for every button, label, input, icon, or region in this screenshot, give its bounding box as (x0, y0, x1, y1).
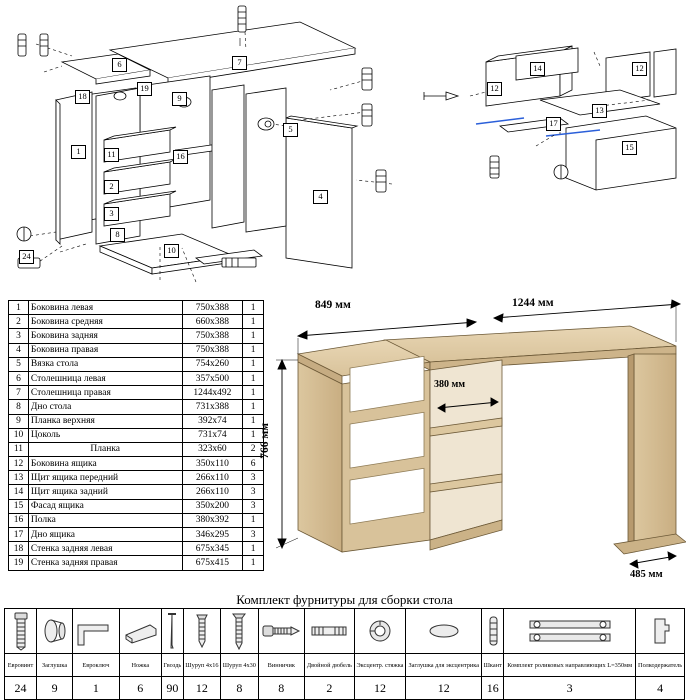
part-name: Планка верхняя (28, 414, 182, 428)
table-row (9, 371, 264, 385)
kit-item-qty: 24 (5, 677, 37, 700)
nail-icon (161, 609, 183, 654)
table-row (9, 428, 264, 442)
part-index: 4 (9, 343, 29, 357)
part-index: 1 (9, 301, 29, 315)
part-size: 750x388 (182, 343, 243, 357)
part-name: Боковина средняя (28, 315, 182, 329)
part-size: 392x74 (182, 414, 243, 428)
part-name: Вязка стола (28, 357, 182, 371)
callout-5: 5 (283, 123, 298, 137)
part-name: Боковина левая (28, 301, 182, 315)
cam-cap-icon (406, 609, 482, 654)
callout-11: 11 (104, 148, 119, 162)
euro-key-icon (73, 609, 119, 654)
table-row (9, 442, 264, 456)
kit-item-qty: 6 (119, 677, 161, 700)
dimension-depth-inner: 380 мм (434, 379, 466, 390)
part-qty: 1 (243, 357, 264, 371)
kit-item-qty: 8 (258, 677, 304, 700)
kit-item-name: Гвоздь (161, 654, 183, 677)
part-size: 350x110 (182, 457, 243, 471)
part-size: 731x388 (182, 400, 243, 414)
callout-17: 17 (546, 117, 561, 131)
part-name: Столешница левая (28, 371, 182, 385)
table-row (9, 343, 264, 357)
kit-item-qty: 16 (482, 677, 504, 700)
assembled-desk-illustration (259, 297, 686, 588)
part-qty: 2 (243, 442, 264, 456)
part-index: 11 (9, 442, 29, 456)
part-index: 2 (9, 315, 29, 329)
part-name: Стенка задняя левая (28, 542, 182, 556)
part-name: Столешница правая (28, 386, 182, 400)
part-size: 1244x492 (182, 386, 243, 400)
part-name: Боковина правая (28, 343, 182, 357)
kit-item-qty: 12 (354, 677, 406, 700)
part-index: 7 (9, 386, 29, 400)
part-qty: 3 (243, 485, 264, 499)
kit-item-qty: 8 (221, 677, 258, 700)
callout-13: 13 (592, 104, 607, 118)
kit-item-qty: 9 (37, 677, 73, 700)
table-row (9, 513, 264, 527)
euro-screw-icon (5, 609, 37, 654)
double-dowel-icon (305, 609, 355, 654)
callout-19: 19 (137, 82, 152, 96)
confirmat-icon (258, 609, 304, 654)
kit-item-name: Двойной дюбель (305, 654, 355, 677)
part-qty: 6 (243, 457, 264, 471)
table-row (9, 301, 264, 315)
part-index: 9 (9, 414, 29, 428)
part-qty: 1 (243, 343, 264, 357)
part-size: 675x345 (182, 542, 243, 556)
cap-icon (37, 609, 73, 654)
part-index: 10 (9, 428, 29, 442)
dimension-depth-bottom: 485 мм (630, 569, 663, 580)
part-size: 380x392 (182, 513, 243, 527)
part-qty: 3 (243, 528, 264, 542)
part-size: 266x110 (182, 471, 243, 485)
callout-8: 8 (110, 228, 125, 242)
table-row (9, 457, 264, 471)
table-row (9, 386, 264, 400)
part-qty: 1 (243, 542, 264, 556)
kit-item-name: Заглушка (37, 654, 73, 677)
hardware-kit-title: Комплект фурнитуры для сборки стола (236, 592, 453, 607)
part-size: 750x388 (182, 329, 243, 343)
table-row (9, 556, 264, 570)
table-row (9, 329, 264, 343)
callout-10: 10 (164, 244, 179, 258)
kit-item-name: Эксцентр. стяжка (354, 654, 406, 677)
part-size: 266x110 (182, 485, 243, 499)
part-name: Боковина ящика (28, 457, 182, 471)
part-qty: 1 (243, 556, 264, 570)
part-index: 3 (9, 329, 29, 343)
dowel-icon (482, 609, 504, 654)
table-row (9, 485, 264, 499)
kit-item-name: Шкант (482, 654, 504, 677)
part-qty: 1 (243, 513, 264, 527)
part-index: 12 (9, 457, 29, 471)
callout-14: 14 (530, 62, 545, 76)
shelf-support-icon (636, 609, 685, 654)
kit-item-name: Шуруп 4x30 (221, 654, 258, 677)
kit-item-qty: 12 (183, 677, 220, 700)
kit-item-qty: 2 (305, 677, 355, 700)
part-qty: 1 (243, 428, 264, 442)
hardware-kit-table (4, 608, 685, 700)
kit-item-name: Ножка (119, 654, 161, 677)
callout-9: 9 (172, 92, 187, 106)
part-index: 14 (9, 485, 29, 499)
part-name: Полка (28, 513, 182, 527)
kit-item-qty: 12 (406, 677, 482, 700)
screw-4x16-icon (183, 609, 220, 654)
kit-item-name: Шуруп 4x16 (183, 654, 220, 677)
kit-item-name: Полкодержатель (636, 654, 685, 677)
callout-24: 24 (19, 250, 34, 264)
part-qty: 1 (243, 315, 264, 329)
callout-4: 4 (313, 190, 328, 204)
part-name: Боковина задняя (28, 329, 182, 343)
callout-15: 15 (622, 141, 637, 155)
callout-6: 6 (112, 58, 127, 72)
part-size: 754x260 (182, 357, 243, 371)
callout-2: 2 (104, 180, 119, 194)
part-name: Дно ящика (28, 528, 182, 542)
kit-item-qty: 90 (161, 677, 183, 700)
callout-18: 18 (75, 90, 90, 104)
part-name: Щит ящика передний (28, 471, 182, 485)
parts-list-table (8, 300, 264, 571)
kit-item-name: Комплект роликовых направляющих L=350мм (504, 654, 636, 677)
kit-item-qty: 3 (504, 677, 636, 700)
part-size: 357x500 (182, 371, 243, 385)
part-qty: 3 (243, 499, 264, 513)
table-row (9, 528, 264, 542)
part-index: 15 (9, 499, 29, 513)
part-name: Щит ящика задний (28, 485, 182, 499)
part-size: 346x295 (182, 528, 243, 542)
part-size: 675x415 (182, 556, 243, 570)
part-qty: 1 (243, 400, 264, 414)
part-index: 18 (9, 542, 29, 556)
dimension-width-top: 1244 мм (512, 297, 554, 309)
part-qty: 1 (243, 371, 264, 385)
kit-item-qty: 1 (73, 677, 119, 700)
part-size: 750x388 (182, 301, 243, 315)
part-name: Дно стола (28, 400, 182, 414)
foot-icon (119, 609, 161, 654)
part-qty: 1 (243, 386, 264, 400)
part-qty: 1 (243, 329, 264, 343)
callout-3: 3 (104, 207, 119, 221)
table-row (9, 414, 264, 428)
dimension-width-left: 849 мм (315, 299, 351, 311)
part-size: 731x74 (182, 428, 243, 442)
table-row (9, 542, 264, 556)
part-index: 19 (9, 556, 29, 570)
table-row (9, 471, 264, 485)
part-name: Фасад ящика (28, 499, 182, 513)
kit-item-qty: 4 (636, 677, 685, 700)
part-size: 660x388 (182, 315, 243, 329)
cam-lock-icon (354, 609, 406, 654)
kit-item-name: Винничик (258, 654, 304, 677)
part-qty: 1 (243, 414, 264, 428)
kit-item-name: Евровинт (5, 654, 37, 677)
kit-item-name: Евроключ (73, 654, 119, 677)
callout-16: 16 (173, 150, 188, 164)
screw-4x30-icon (221, 609, 258, 654)
kit-item-name: Заглушка для эксцентрика (406, 654, 482, 677)
callout-12a: 12 (487, 82, 502, 96)
part-index: 16 (9, 513, 29, 527)
part-size: 350x200 (182, 499, 243, 513)
part-name: Цоколь (28, 428, 182, 442)
table-row (9, 400, 264, 414)
part-index: 8 (9, 400, 29, 414)
table-row (9, 357, 264, 371)
part-name: Стенка задняя правая (28, 556, 182, 570)
part-index: 17 (9, 528, 29, 542)
part-size: 323x60 (182, 442, 243, 456)
part-index: 6 (9, 371, 29, 385)
part-index: 13 (9, 471, 29, 485)
part-name: Планка (28, 442, 182, 456)
part-qty: 3 (243, 471, 264, 485)
callout-1: 1 (71, 145, 86, 159)
callout-7: 7 (232, 56, 247, 70)
table-row (9, 315, 264, 329)
callout-12b: 12 (632, 62, 647, 76)
drawer-slide-icon (504, 609, 636, 654)
part-index: 5 (9, 357, 29, 371)
dimension-height: 766 мм (259, 423, 271, 459)
part-qty: 1 (243, 301, 264, 315)
table-row (9, 499, 264, 513)
exploded-view-diagram (0, 0, 689, 295)
